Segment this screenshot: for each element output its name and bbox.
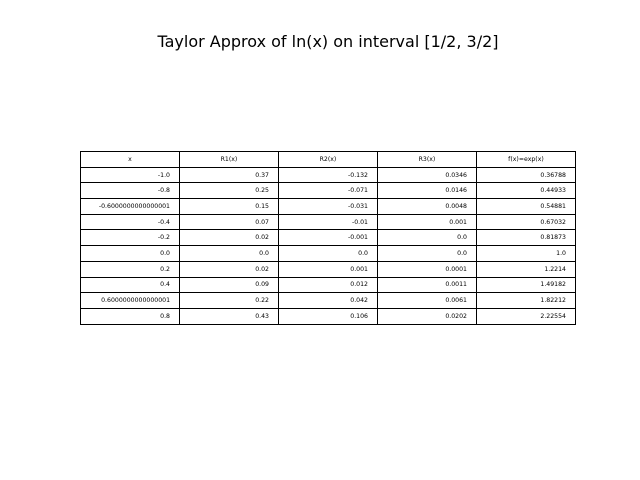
column-header: x (81, 152, 180, 168)
table-cell: 0.0011 (378, 277, 477, 293)
table-row (81, 246, 576, 262)
table-cell: -0.8 (81, 183, 180, 199)
column-header: R2(x) (279, 152, 378, 168)
table-cell: 0.042 (279, 293, 378, 309)
table-cell: 0.09 (180, 277, 279, 293)
table-cell: 0.02 (180, 261, 279, 277)
table-cell: 1.49182 (477, 277, 576, 293)
table-cell: 1.0 (477, 246, 576, 262)
table-cell: -0.001 (279, 230, 378, 246)
column-header: R1(x) (180, 152, 279, 168)
table-cell: 0.37 (180, 167, 279, 183)
table-cell: 0.44933 (477, 183, 576, 199)
table-cell: 0.54881 (477, 199, 576, 215)
table-cell: 0.0 (378, 246, 477, 262)
table-cell: 0.0048 (378, 199, 477, 215)
table-cell: 0.2 (81, 261, 180, 277)
table-cell: 0.15 (180, 199, 279, 215)
table-cell: -0.031 (279, 199, 378, 215)
table-row (81, 308, 576, 324)
table-cell: 0.8 (81, 308, 180, 324)
column-header: R3(x) (378, 152, 477, 168)
column-header: f(x)=exp(x) (477, 152, 576, 168)
table-row (81, 277, 576, 293)
table-cell: 0.001 (378, 214, 477, 230)
table-cell: 0.106 (279, 308, 378, 324)
table-cell: 0.43 (180, 308, 279, 324)
table-cell: 0.07 (180, 214, 279, 230)
table-cell: 1.82212 (477, 293, 576, 309)
table-body (81, 167, 576, 324)
table-cell: 0.0 (81, 246, 180, 262)
table-cell: 0.0061 (378, 293, 477, 309)
table-cell: 0.0001 (378, 261, 477, 277)
table-cell: 0.001 (279, 261, 378, 277)
table-cell: -0.01 (279, 214, 378, 230)
table-cell: -0.4 (81, 214, 180, 230)
table-cell: -0.071 (279, 183, 378, 199)
table-row (81, 183, 576, 199)
table-cell: 0.25 (180, 183, 279, 199)
table-cell: 0.81873 (477, 230, 576, 246)
table-cell: 0.0346 (378, 167, 477, 183)
table-cell: -1.0 (81, 167, 180, 183)
table-cell: 2.22554 (477, 308, 576, 324)
table-row (81, 167, 576, 183)
table-cell: -0.2 (81, 230, 180, 246)
table-cell: 0.36788 (477, 167, 576, 183)
table-row (81, 261, 576, 277)
table-cell: 0.0146 (378, 183, 477, 199)
table-cell: 0.4 (81, 277, 180, 293)
table-cell: 0.012 (279, 277, 378, 293)
table-cell: 0.0202 (378, 308, 477, 324)
table-cell: 0.0 (180, 246, 279, 262)
table-cell: 1.2214 (477, 261, 576, 277)
taylor-table (80, 151, 576, 325)
table-header-row (81, 152, 576, 168)
table-cell: 0.0 (279, 246, 378, 262)
table-cell: 0.22 (180, 293, 279, 309)
table-row (81, 293, 576, 309)
table-cell: 0.67032 (477, 214, 576, 230)
table-cell: 0.6000000000000001 (81, 293, 180, 309)
table-row (81, 214, 576, 230)
table-cell: 0.02 (180, 230, 279, 246)
table-cell: -0.6000000000000001 (81, 199, 180, 215)
table-cell: -0.132 (279, 167, 378, 183)
table-row (81, 199, 576, 215)
table-row (81, 230, 576, 246)
chart-title: Taylor Approx of ln(x) on interval [1/2, 3/2] (157, 32, 499, 51)
table-cell: 0.0 (378, 230, 477, 246)
